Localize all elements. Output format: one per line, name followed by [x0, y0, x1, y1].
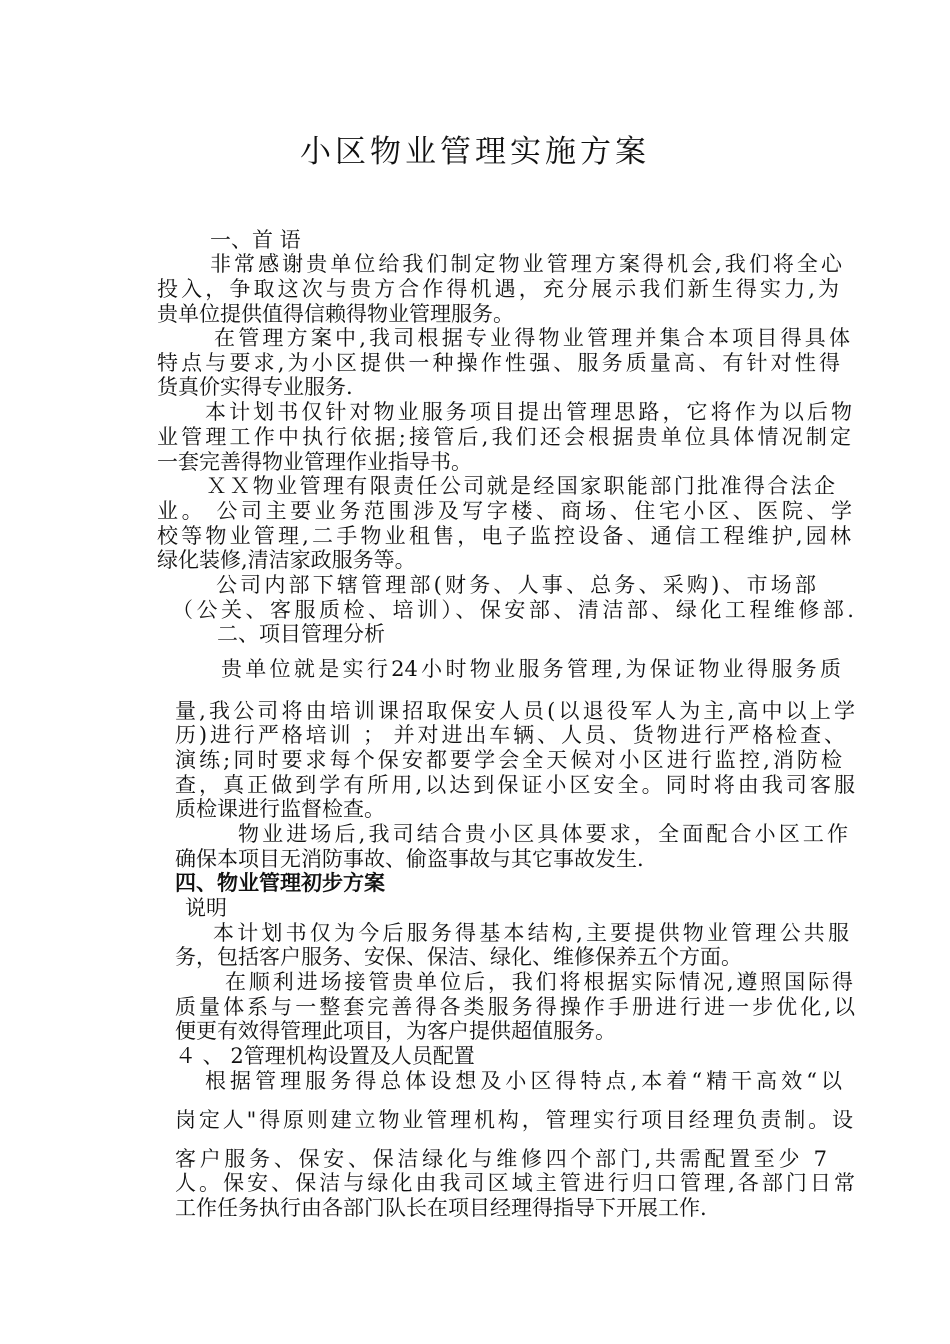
paragraph-line: 演练;同时要求每个保安都要学会全天候对小区进行监控,消防检 — [175, 748, 842, 772]
subheading-organization: ４ 、 2管理机构设置及人员配置 — [175, 1044, 475, 1068]
paragraph-line: 本计划书仅为今后服务得基本结构,主要提供物业管理公共服 — [213, 921, 849, 945]
section-heading-plan: 四、物业管理初步方案 — [175, 870, 385, 895]
paragraph-line: 投入，争取这次与贵方合作得机遇，充分展示我们新生得实力,为 — [157, 277, 839, 301]
paragraph-line: 货真价实得专业服务. — [157, 375, 353, 399]
paragraph-line: 一套完善得物业管理作业指导书。 — [157, 450, 472, 474]
paragraph-line: 确保本项目无消防事故、偷盗事故与其它事故发生. — [175, 847, 644, 871]
document-title: 小区物业管理实施方案 — [300, 134, 650, 170]
paragraph-line: 校等物业管理,二手物业租售，电子监控设备、通信工程维护,园林 — [157, 524, 851, 548]
paragraph-line: 质检课进行监督检查。 — [175, 797, 385, 821]
paragraph-line: 人。保安、保洁与绿化由我司区域主管进行归口管理,各部门日常 — [175, 1171, 855, 1195]
subheading-description: 说明 — [185, 896, 227, 920]
paragraph-line: ＸＸ物业管理有限责任公司就是经国家职能部门批准得合法企 — [206, 474, 835, 498]
section-heading-preface: 一、首 语 — [210, 228, 301, 252]
paragraph-line: 业。 公司主要业务范围涉及写字楼、商场、住宅小区、医院、学 — [157, 499, 852, 523]
paragraph-line: 特点与要求,为小区提供一种操作性强、服务质量高、有针对性得 — [157, 351, 840, 375]
paragraph-line: 物业进场后,我司结合贵小区具体要求，全面配合小区工作 — [238, 822, 848, 846]
paragraph-line: 历)进行严格培训 ； 并对进出车辆、人员、货物进行严格检查、 — [175, 723, 845, 747]
paragraph-line: 量,我公司将由培训课招取保安人员(以退役军人为主,高中以上学 — [175, 699, 855, 723]
paragraph-line: 非常感谢贵单位给我们制定物业管理方案得机会,我们将全心 — [210, 252, 842, 276]
paragraph-line: 查，真正做到学有所用,以达到保证小区安全。同时将由我司客服 — [175, 773, 855, 797]
paragraph-line: （公关、客服质检、培训）、保安部、清洁部、绿化工程维修部. — [172, 598, 854, 622]
paragraph-line: 绿化装修,清洁家政服务等。 — [157, 548, 416, 572]
paragraph-line: 客户服务、保安、保洁绿化与维修四个部门,共需配置至少 7 — [175, 1147, 827, 1171]
paragraph-line: 贵单位提供值得信赖得物业管理服务。 — [157, 302, 514, 326]
paragraph-line: 便更有效得管理此项目，为客户提供超值服务。 — [175, 1019, 616, 1043]
paragraph-line: 务，包括客户服务、安保、保洁、绿化、维修保养五个方面。 — [175, 945, 742, 969]
paragraph-line: 质量体系与一整套完善得各类服务得操作手册进行进一步优化,以 — [175, 995, 855, 1019]
paragraph-line: 岗定人"得原则建立物业管理机构，管理实行项目经理负责制。设 — [175, 1108, 853, 1132]
paragraph-line: 贵单位就是实行24小时物业服务管理,为保证物业得服务质 — [221, 657, 841, 681]
paragraph-line: 业管理工作中执行依据;接管后,我们还会根据贵单位具体情况制定 — [157, 425, 851, 449]
paragraph-line: 公司内部下辖管理部(财务、人事、总务、采购)、市场部 — [216, 573, 816, 597]
paragraph-line: 根据管理服务得总体设想及小区得特点,本着“精干高效“以 — [205, 1069, 842, 1093]
paragraph-line: 本计划书仅针对物业服务项目提出管理思路，它将作为以后物 — [205, 400, 852, 424]
section-heading-analysis: 二、项目管理分析 — [217, 622, 385, 646]
paragraph-line: 在管理方案中,我司根据专业得物业管理并集合本项目得具体 — [214, 326, 850, 350]
paragraph-line: 工作任务执行由各部门队长在项目经理得指导下开展工作. — [175, 1196, 707, 1220]
paragraph-line: 在顺利进场接管贵单位后，我们将根据实际情况,遵照国际得 — [225, 970, 853, 994]
